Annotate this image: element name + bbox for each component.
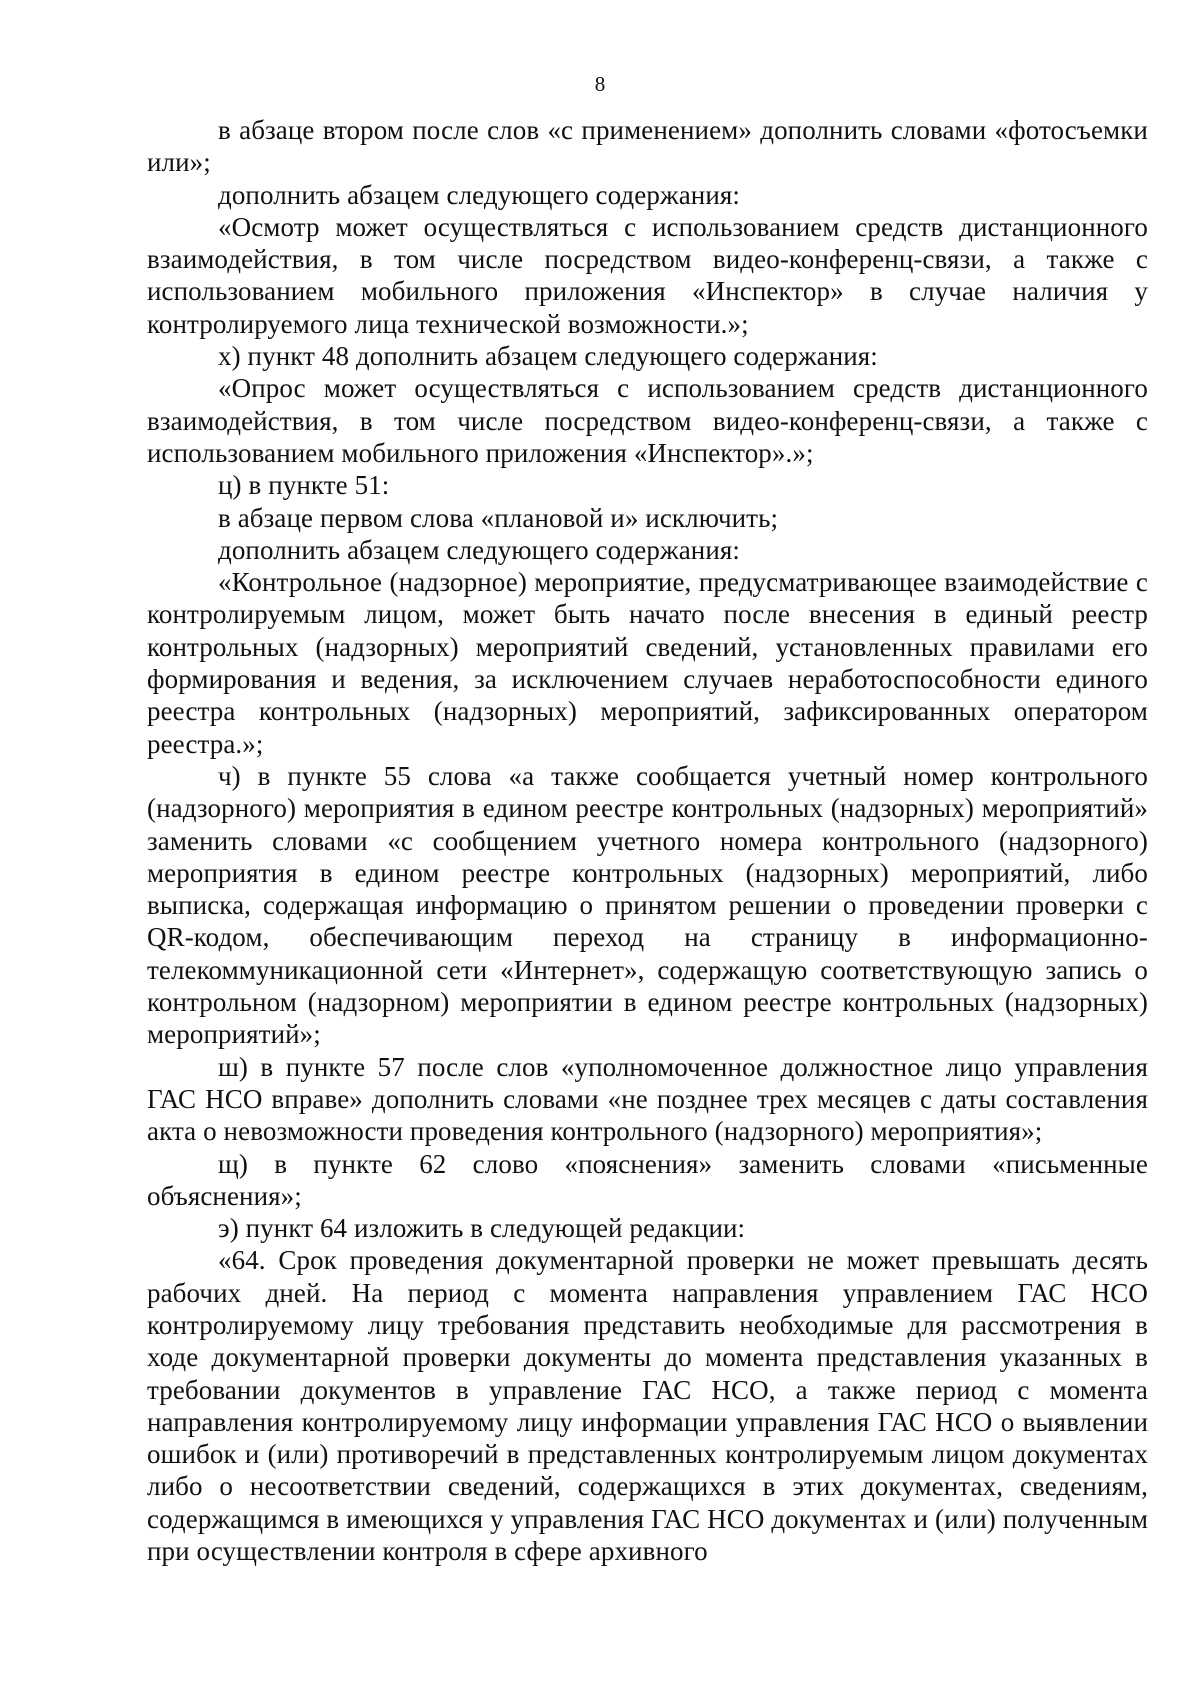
paragraph-14: «64. Срок проведения документарной проверки не может превышать десять рабочих дней. На период с момента направления управлением ГАС НСО контролируемому лицу требования представить необходимые для рассмотрения в ходе документарной проверки документы до момента представления указанных в требовании документов в управление ГАС НСО, а также период с момента направления контролируемому лицу информации управления ГАС НСО о выявлении ошибок и (или) противоречий в представленных контролируемым лицом документах либо о несоответствии сведений, содержащихся в этих документах, сведениям, содержащимся в имеющихся у управления ГАС НСО документах и (или) полученным при осуществлении контроля в сфере архивного [147, 1245, 1148, 1567]
paragraph-11: ш) в пункте 57 после слов «уполномоченное должностное лицо управления ГАС НСО вправе» дополнить словами «не позднее трех месяцев с даты составления акта о невозможности проведения контрольного (надзорного) мероприятия»; [147, 1051, 1148, 1147]
paragraph-9: «Контрольное (надзорное) мероприятие, предусматривающее взаимодействие с контролируемым лицом, может быть начато после внесения в единый реестр контрольных (надзорных) мероприятий сведений, установленных правилами его формирования и ведения, за исключением случаев неработоспособности единого реестра контрольных (надзорных) мероприятий, зафиксированных оператором реестра.»; [147, 567, 1148, 759]
paragraph-12: щ) в пункте 62 слово «пояснения» заменить словами «письменные объяснения»; [147, 1148, 1148, 1211]
paragraph-7: в абзаце первом слова «плановой и» исключить; [218, 502, 779, 533]
paragraph-6: ц) в пункте 51: [218, 470, 390, 501]
paragraph-4: х) пункт 48 дополнить абзацем следующего содержания: [218, 341, 878, 372]
paragraph-10: ч) в пункте 55 слова «а также сообщается учетный номер контрольного (надзорного) мероприятия в едином реестре контрольных (надзорных) мероприятий» заменить словами «с сообщением учетного номера контрольного (надзорного) мероприятия в едином реестре контрольных (надзорных) мероприятий, либо выписка, содержащая информацию о принятом решении о проведении проверки с QR-кодом, обеспечивающим переход на страницу в информационно-телекоммуникационной сети «Интернет», содержащую соответствующую запись о контрольном (надзорном) мероприятии в едином реестре контрольных (надзорных) мероприятий»; [147, 760, 1148, 1050]
paragraph-3: «Осмотр может осуществляться с использованием средств дистанционного взаимодействия, в том числе посредством видео-конференц-связи, а также с использованием мобильного приложения «Инспектор» в случае наличия у контролируемого лица технической возможности.»; [147, 211, 1148, 339]
paragraph-8: дополнить абзацем следующего содержания: [218, 534, 741, 565]
paragraph-5: «Опрос может осуществляться с использованием средств дистанционного взаимодействия, в том числе посредством видео-конференц-связи, а также с использованием мобильного приложения «Инспектор».»; [147, 373, 1148, 468]
paragraph-13: э) пункт 64 изложить в следующей редакции: [218, 1213, 746, 1244]
document-body [147, 114, 1148, 1567]
paragraph-2: дополнить абзацем следующего содержания: [218, 179, 741, 210]
page-number: 8 [594, 72, 606, 96]
paragraph-1: в абзаце втором после слов «с применением» дополнить словами «фотосъемки или»; [147, 115, 1148, 178]
